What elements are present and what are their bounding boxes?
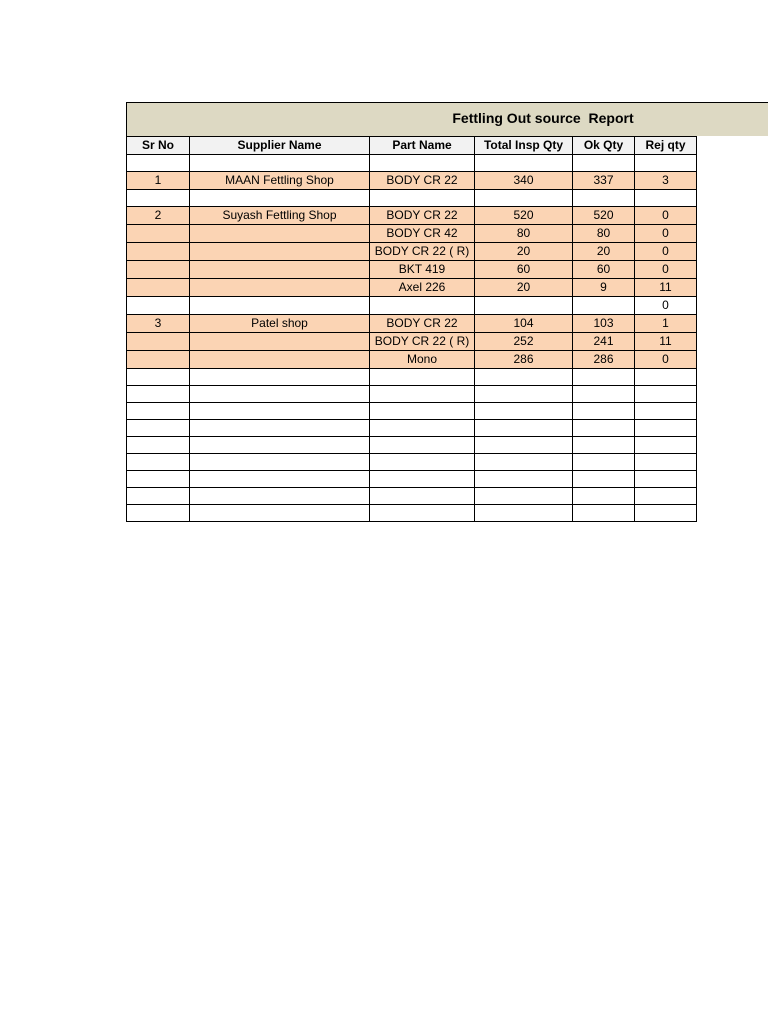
cell-ok-qty: [573, 403, 635, 420]
cell-rej-qty: [635, 505, 697, 522]
cell-supplier-name: [190, 386, 370, 403]
cell-total-insp-qty: 520: [475, 207, 573, 225]
cell-supplier-name: MAAN Fettling Shop: [190, 172, 370, 190]
cell-supplier-name: [190, 279, 370, 297]
table-row: [127, 333, 697, 351]
cell-ok-qty: 286: [573, 351, 635, 369]
cell-part-name: [370, 488, 475, 505]
cell-sr-no: [127, 155, 190, 172]
header-row: [127, 137, 697, 155]
table-row: [127, 261, 697, 279]
cell-total-insp-qty: [475, 190, 573, 207]
header-part-name: Part Name: [370, 137, 475, 155]
cell-part-name: [370, 155, 475, 172]
cell-sr-no: [127, 261, 190, 279]
cell-total-insp-qty: [475, 454, 573, 471]
table-row: [127, 155, 697, 172]
report-table: [126, 136, 697, 522]
cell-total-insp-qty: 20: [475, 279, 573, 297]
cell-ok-qty: 241: [573, 333, 635, 351]
cell-part-name: [370, 190, 475, 207]
cell-total-insp-qty: [475, 386, 573, 403]
table-row: [127, 369, 697, 386]
cell-rej-qty: [635, 420, 697, 437]
cell-sr-no: [127, 333, 190, 351]
cell-supplier-name: [190, 243, 370, 261]
table-row: [127, 279, 697, 297]
cell-sr-no: [127, 297, 190, 315]
cell-part-name: BODY CR 42: [370, 225, 475, 243]
cell-total-insp-qty: [475, 505, 573, 522]
cell-supplier-name: [190, 155, 370, 172]
cell-ok-qty: [573, 488, 635, 505]
cell-sr-no: [127, 454, 190, 471]
table-row: [127, 315, 697, 333]
cell-part-name: [370, 505, 475, 522]
cell-ok-qty: [573, 437, 635, 454]
report-title-bar: [126, 102, 768, 136]
cell-total-insp-qty: 252: [475, 333, 573, 351]
cell-ok-qty: [573, 369, 635, 386]
cell-part-name: BODY CR 22 ( R): [370, 243, 475, 261]
cell-sr-no: [127, 471, 190, 488]
cell-total-insp-qty: 340: [475, 172, 573, 190]
cell-sr-no: [127, 420, 190, 437]
cell-ok-qty: [573, 386, 635, 403]
cell-total-insp-qty: [475, 488, 573, 505]
table-row: [127, 225, 697, 243]
cell-rej-qty: 11: [635, 279, 697, 297]
table-row: [127, 420, 697, 437]
cell-supplier-name: [190, 261, 370, 279]
cell-part-name: [370, 386, 475, 403]
table-row: [127, 243, 697, 261]
cell-ok-qty: 520: [573, 207, 635, 225]
cell-supplier-name: [190, 471, 370, 488]
cell-supplier-name: [190, 190, 370, 207]
table-row: [127, 297, 697, 315]
cell-rej-qty: 0: [635, 225, 697, 243]
cell-supplier-name: [190, 505, 370, 522]
cell-supplier-name: Patel shop: [190, 315, 370, 333]
cell-ok-qty: 337: [573, 172, 635, 190]
header-sr-no: Sr No: [127, 137, 190, 155]
table-row: [127, 454, 697, 471]
cell-supplier-name: [190, 488, 370, 505]
cell-part-name: [370, 471, 475, 488]
cell-rej-qty: [635, 471, 697, 488]
table-row: [127, 403, 697, 420]
cell-sr-no: [127, 225, 190, 243]
cell-rej-qty: [635, 454, 697, 471]
header-total-insp-qty: Total Insp Qty: [475, 137, 573, 155]
cell-part-name: BKT 419: [370, 261, 475, 279]
cell-ok-qty: [573, 420, 635, 437]
table-row: [127, 386, 697, 403]
cell-sr-no: [127, 243, 190, 261]
header-ok-qty: Ok Qty: [573, 137, 635, 155]
cell-ok-qty: [573, 155, 635, 172]
cell-rej-qty: 0: [635, 243, 697, 261]
cell-sr-no: [127, 403, 190, 420]
cell-part-name: Axel 226: [370, 279, 475, 297]
cell-rej-qty: 1: [635, 315, 697, 333]
cell-supplier-name: [190, 351, 370, 369]
cell-total-insp-qty: [475, 403, 573, 420]
table-row: [127, 437, 697, 454]
cell-ok-qty: [573, 505, 635, 522]
cell-rej-qty: [635, 369, 697, 386]
cell-total-insp-qty: 60: [475, 261, 573, 279]
cell-sr-no: 3: [127, 315, 190, 333]
cell-ok-qty: [573, 471, 635, 488]
cell-sr-no: [127, 190, 190, 207]
cell-supplier-name: [190, 297, 370, 315]
cell-sr-no: [127, 437, 190, 454]
cell-ok-qty: [573, 454, 635, 471]
cell-rej-qty: [635, 190, 697, 207]
cell-supplier-name: [190, 369, 370, 386]
cell-total-insp-qty: [475, 471, 573, 488]
table-row: [127, 172, 697, 190]
cell-sr-no: [127, 488, 190, 505]
cell-rej-qty: [635, 488, 697, 505]
cell-part-name: [370, 297, 475, 315]
cell-total-insp-qty: 80: [475, 225, 573, 243]
table-row: [127, 471, 697, 488]
cell-sr-no: [127, 386, 190, 403]
cell-rej-qty: 0: [635, 207, 697, 225]
cell-part-name: [370, 454, 475, 471]
cell-part-name: BODY CR 22 ( R): [370, 333, 475, 351]
report-title: Fettling Out source Report: [452, 110, 634, 126]
cell-rej-qty: [635, 403, 697, 420]
cell-supplier-name: [190, 403, 370, 420]
cell-sr-no: [127, 505, 190, 522]
cell-total-insp-qty: [475, 297, 573, 315]
header-supplier-name: Supplier Name: [190, 137, 370, 155]
header-rej-qty: Rej qty: [635, 137, 697, 155]
cell-total-insp-qty: [475, 437, 573, 454]
cell-rej-qty: [635, 155, 697, 172]
cell-ok-qty: 60: [573, 261, 635, 279]
cell-part-name: BODY CR 22: [370, 172, 475, 190]
cell-part-name: [370, 437, 475, 454]
cell-part-name: BODY CR 22: [370, 315, 475, 333]
cell-rej-qty: 11: [635, 333, 697, 351]
cell-part-name: [370, 420, 475, 437]
cell-sr-no: 2: [127, 207, 190, 225]
cell-rej-qty: [635, 437, 697, 454]
cell-total-insp-qty: 20: [475, 243, 573, 261]
table-row: [127, 505, 697, 522]
cell-part-name: BODY CR 22: [370, 207, 475, 225]
cell-ok-qty: 9: [573, 279, 635, 297]
cell-supplier-name: [190, 437, 370, 454]
cell-supplier-name: [190, 420, 370, 437]
cell-rej-qty: 0: [635, 261, 697, 279]
cell-rej-qty: 0: [635, 297, 697, 315]
cell-supplier-name: [190, 225, 370, 243]
table-row: [127, 207, 697, 225]
cell-sr-no: [127, 369, 190, 386]
cell-ok-qty: [573, 190, 635, 207]
cell-total-insp-qty: [475, 155, 573, 172]
cell-rej-qty: 3: [635, 172, 697, 190]
cell-sr-no: [127, 279, 190, 297]
cell-supplier-name: [190, 454, 370, 471]
table-row: [127, 488, 697, 505]
cell-part-name: Mono: [370, 351, 475, 369]
cell-sr-no: [127, 351, 190, 369]
table-row: [127, 190, 697, 207]
cell-total-insp-qty: 286: [475, 351, 573, 369]
cell-ok-qty: 20: [573, 243, 635, 261]
cell-part-name: [370, 369, 475, 386]
cell-ok-qty: 80: [573, 225, 635, 243]
cell-supplier-name: Suyash Fettling Shop: [190, 207, 370, 225]
report-body: [127, 155, 697, 522]
cell-sr-no: 1: [127, 172, 190, 190]
cell-rej-qty: 0: [635, 351, 697, 369]
cell-total-insp-qty: 104: [475, 315, 573, 333]
cell-total-insp-qty: [475, 420, 573, 437]
cell-rej-qty: [635, 386, 697, 403]
cell-part-name: [370, 403, 475, 420]
cell-total-insp-qty: [475, 369, 573, 386]
cell-ok-qty: 103: [573, 315, 635, 333]
cell-supplier-name: [190, 333, 370, 351]
cell-ok-qty: [573, 297, 635, 315]
table-row: [127, 351, 697, 369]
